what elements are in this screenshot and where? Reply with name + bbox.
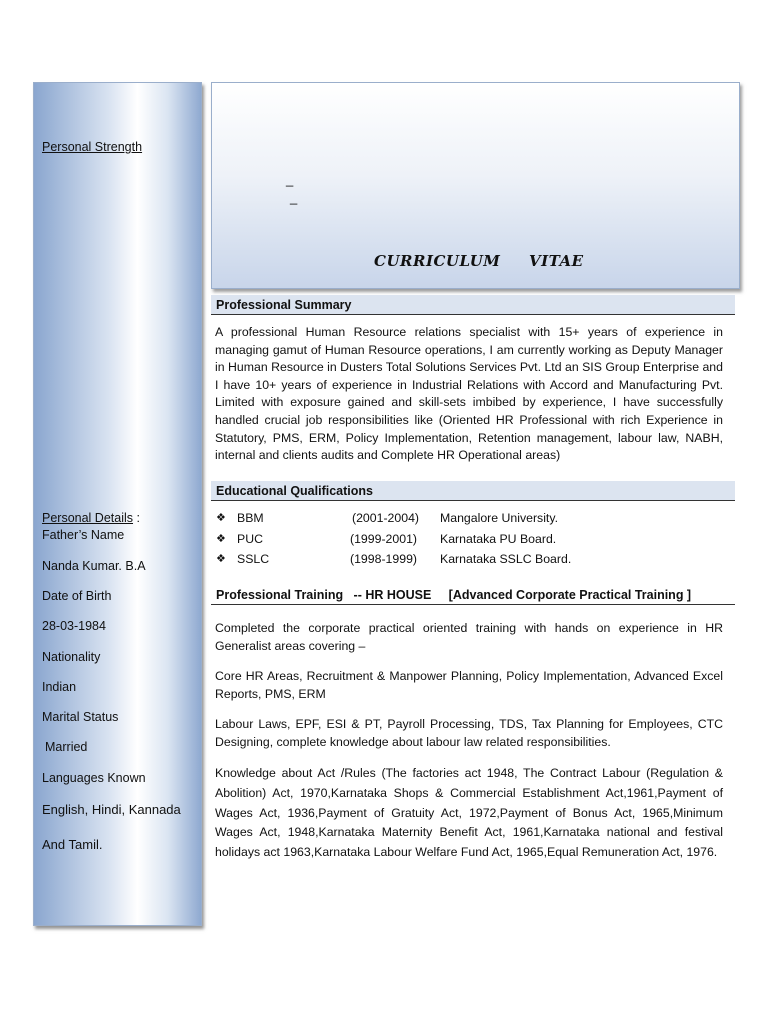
training-paragraph-3: Labour Laws, EPF, ESI & PT, Payroll Processing, TDS, Tax Planning for Employees, CTC Designing, complete knowledge about labour law related responsibilities. [215, 717, 723, 749]
diamond-bullet-icon: ❖ [216, 533, 226, 545]
sidebar-panel [33, 82, 202, 926]
training-paragraph-4: Knowledge about Act /Rules (The factories act 1948, The Contract Labour (Regulation & Abolition) Act, 1970,Karnataka Shops & Commercial Establishment Act,1961,Payment of Wages Act, 1936,Payment of Gratuity Act, 1972,Payment of Bonus Act, 1965,Minimum Wages Act, 1948,Karnataka Maternity Benefit Act, 1961,Karnataka national and festival holidays act 1963,Karnataka Labour Welfare Fund Act, 1965,Equal Remuneration Act, 1976. [215, 766, 723, 860]
education-years: (1999-2001) [350, 532, 417, 546]
training-paragraph-2: Core HR Areas, Recruitment & Manpower Planning, Policy Implementation, Advanced Excel Reports, PMS, ERM [215, 669, 723, 701]
personal-details-colon: : [133, 511, 140, 525]
nationality-label: Nationality [42, 650, 101, 664]
fathers-name-label: Father’s Name [42, 528, 125, 542]
nationality-value: Indian [42, 680, 77, 694]
personal-details-heading [42, 511, 140, 525]
education-board: Karnataka PU Board. [440, 532, 557, 546]
education-heading: Educational Qualifications [211, 481, 735, 501]
training-heading: Professional Training -- HR HOUSE [Advanced Corporate Practical Training ] [211, 585, 735, 605]
dob-value: 28-03-1984 [42, 619, 106, 633]
header-dash-1: _ [286, 172, 294, 187]
education-degree: BBM [237, 511, 264, 525]
dob-label: Date of Birth [42, 589, 112, 603]
diamond-bullet-icon: ❖ [216, 512, 226, 524]
header-dash-2: _ [290, 190, 298, 205]
document-title: CURRICULUM VITAE [374, 252, 584, 270]
marital-status-value: Married [45, 740, 88, 754]
languages-label: Languages Known [42, 771, 146, 785]
fathers-name-value: Nanda Kumar. B.A [42, 559, 146, 573]
languages-value-line-2: And Tamil. [42, 837, 103, 852]
personal-details-label: Personal Details [42, 511, 134, 525]
education-degree: PUC [237, 532, 263, 546]
languages-value-line-1: English, Hindi, Kannada [42, 802, 181, 817]
training-paragraph-1: Completed the corporate practical oriented training with hands on experience in HR Generalist areas covering – [215, 621, 723, 653]
personal-strength-heading: Personal Strength [42, 140, 143, 154]
education-years: (1998-1999) [350, 552, 417, 566]
summary-text: A professional Human Resource relations specialist with 15+ years of experience in managing gamut of Human Resource operations, I am currently working as Deputy Manager in Human Resource in Dusters Total Solutions Services Pvt. Ltd an SIS Group Enterprise and I have 10+ years of experience in Industrial Relations with Accord and Manufacturing Pvt. Limited with exposure gained and skill-sets imbibed by experience, I have successfully handled crucial job responsibilities like (Oriented HR Professional with rich Experience in Statutory, PMS, ERM, Policy Implementation, Retention management, labour law, NABH, internal and clients audits and Complete HR Operational areas) [215, 325, 723, 463]
education-years: (2001-2004) [352, 511, 419, 525]
education-board: Karnataka SSLC Board. [440, 552, 572, 566]
summary-heading: Professional Summary [211, 295, 735, 315]
diamond-bullet-icon: ❖ [216, 553, 226, 565]
marital-status-label: Marital Status [42, 710, 119, 724]
education-degree: SSLC [237, 552, 270, 566]
education-board: Mangalore University. [440, 511, 559, 525]
